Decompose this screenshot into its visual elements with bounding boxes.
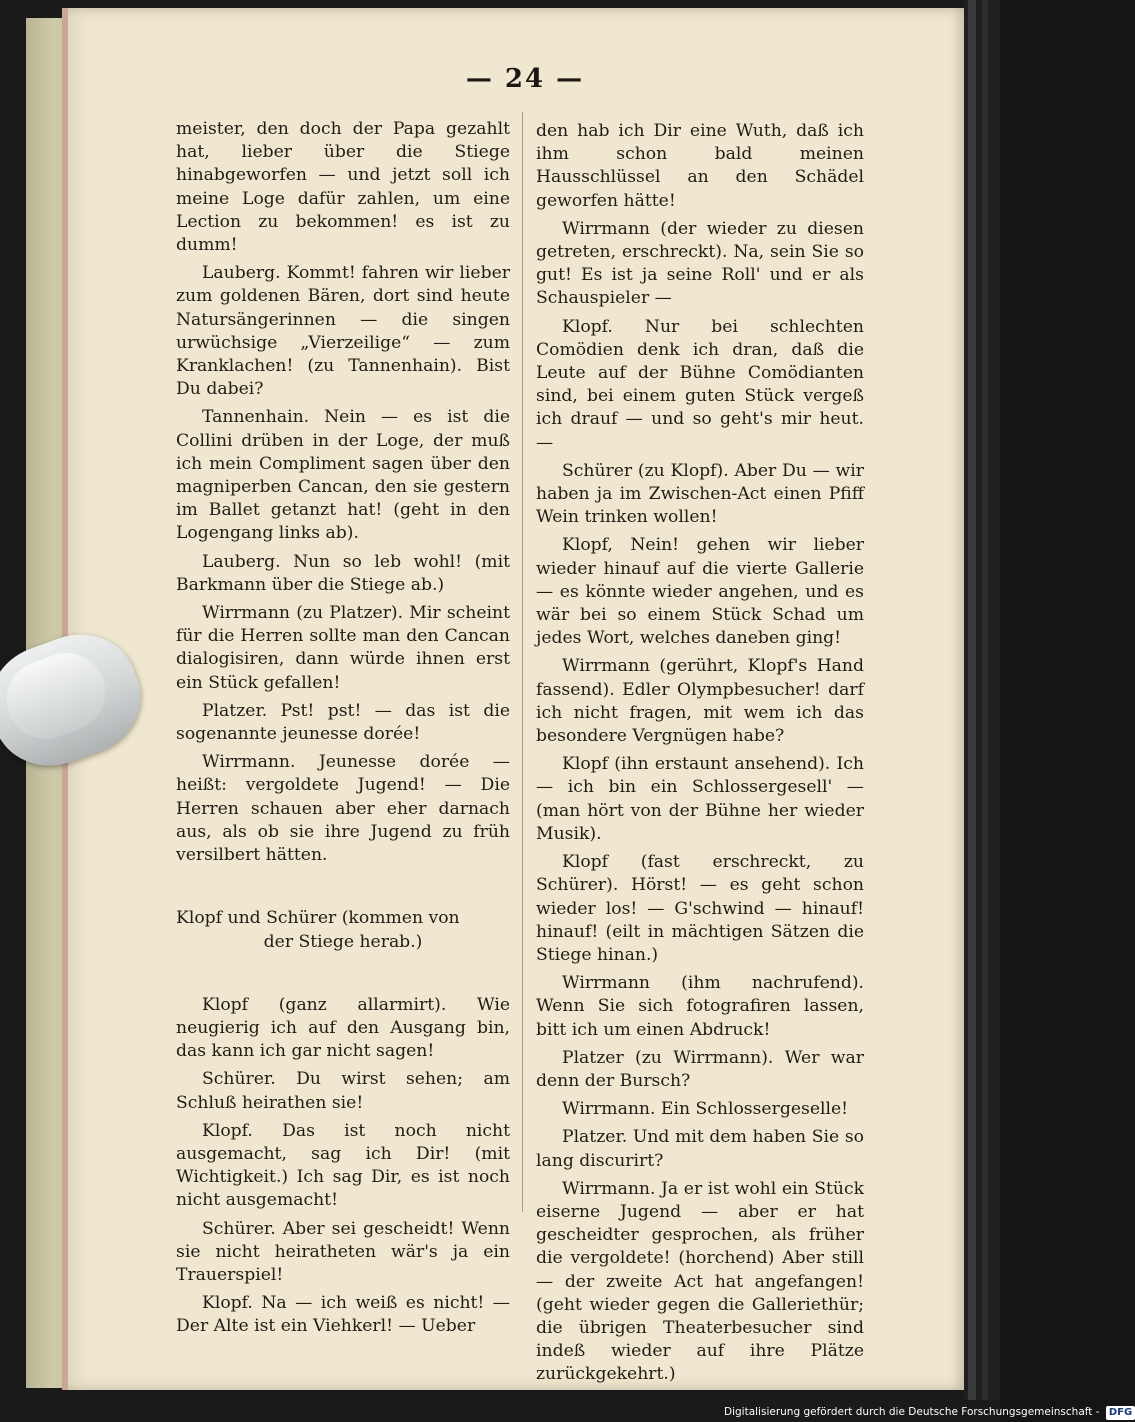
paragraph: Klopf. Das ist noch nicht ausgemacht, sag ich Dir! (mit Wichtigkeit.) Ich sag Dir, es ist noch nicht ausgemacht! [176,1120,510,1211]
dfg-logo-icon: DFG [1106,1406,1135,1420]
paragraph: Wirrmann. Jeunesse dorée — heißt: vergoldete Jugend! — Die Herren schauen aber eher darnach aus, als ob sie ihre Jugend zu früh versilbert hätten. [176,752,510,866]
paragraph: Klopf (ganz allarmirt). Wie neugierig ich auf den Ausgang bin, das kann ich gar nicht sagen! [176,994,510,1062]
paragraph: Wirrmann (ihm nachrufend). Wenn Sie sich fotografiren lassen, bitt ich um einen Abdruck! [536,973,864,1040]
paragraph: Schürer. Aber sei gescheidt! Wenn sie nicht heiratheten wär's ja ein Trauerspiel! [176,1218,510,1285]
column-divider [522,112,523,1212]
paragraph: Schürer. Du wirst sehen; am Schluß heirathen sie! [176,1069,510,1113]
paragraph: Platzer. Und mit dem haben Sie so lang discurirt? [536,1127,864,1171]
paragraph: Klopf. Nur bei schlechten Comödien denk ich dran, daß die Leute auf der Bühne Comödianten sind, bei einem guten Stück vergeß ich drauf — und so geht's mir heut. — [536,316,864,453]
paragraph: Schürer (zu Klopf). Aber Du — wir haben ja im Zwischen-Act einen Pfiff Wein trinken wollen! [536,460,864,528]
paragraph: Tannenhain. Nein — es ist die Collini drüben in der Loge, der muß ich mein Compliment sagen über den magniperben Cancan, den sie gestern im Ballet getanzt hat! (geht in den Logengang links ab). [176,407,510,544]
paragraph: Klopf, Nein! gehen wir lieber wieder hinauf auf die vierte Gallerie — es könnte wieder angehen, und es wär bei so einem Stück Schad um jedes Wort, welches daneben ging! [536,535,864,649]
paragraph: Wirrmann. Ja er ist wohl ein Stück eiserne Jugend — aber er hat gescheidter gesprochen, als früher die vergoldete! (horchend) Aber still — der zweite Act hat angefangen! (geht wieder gegen die Galleriethür; die übrigen Theaterbesucher sind indeß wieder auf ihre Plätze zurückgekehrt.) [536,1178,864,1385]
paragraph: Platzer (zu Wirrmann). Wer war denn der Bursch? [536,1047,864,1091]
stage-heading-line2: der Stiege herab.) [263,931,423,952]
paragraph: Klopf (fast erschreckt, zu Schürer). Hörst! — es geht schon wieder los! — G'schwind — hinauf! hinauf! (eilt in mächtigen Sätzen die Stiege hinan.) [536,852,864,965]
paragraph: den hab ich Dir eine Wuth, daß ich ihm schon bald meinen Hausschlüssel an den Schädel geworfen hätte! [536,121,864,211]
page-number: — 24 — [465,64,585,94]
stage-direction-heading [176,907,510,953]
paragraph: meister, den doch der Papa gezahlt hat, lieber über die Stiege hinabgeworfen — und jetzt soll ich meine Loge dafür zahlen, um eine Lection zu bekommen! es ist zu dumm! [176,119,510,256]
paragraph: Wirrmann (zu Platzer). Mir scheint für die Herren sollte man den Cancan dialogisiren, dann würde ihnen erst ein Stück gefallen! [176,603,510,693]
paragraph: Wirrmann (der wieder zu diesen getreten, erschreckt). Na, sein Sie so gut! Es ist ja seine Roll' und er als Schauspieler — [536,218,864,309]
paragraph: Klopf (ihn erstaunt ansehend). Ich — ich bin ein Schlossergesell' — (man hört von der Bühne her wieder Musik). [536,754,864,844]
paragraph: Platzer. Pst! pst! — das ist die sogenannte jeunesse dorée! [176,700,510,745]
stage-heading-line1: Klopf und Schürer (kommen von [176,908,460,929]
right-column [536,120,864,1392]
paragraph: Wirrmann. Ein Schlossergeselle! [562,1099,849,1120]
left-column [176,118,510,1344]
paragraph: Wirrmann (gerührt, Klopf's Hand fassend). Edler Olympbesucher! darf ich nicht fragen, mit wem ich das besondere Vergnügen habe? [536,656,864,747]
book-spine-shadow [964,0,1000,1400]
paragraph: Lauberg. Kommt! fahren wir lieber zum goldenen Bären, dort sind heute Natursängerinnen — die singen urwüchsige „Vierzeilige“ — zum Kranklachen! (zu Tannenhain). Bist Du dabei? [176,263,510,400]
paragraph: Klopf. Na — ich weiß es nicht! — Der Alte ist ein Viehkerl! — Ueber [176,1293,510,1337]
footer-text: Digitalisierung gefördert durch die Deutsche Forschungsgemeinschaft - [724,1406,1100,1418]
paragraph: Lauberg. Nun so leb wohl! (mit Barkmann über die Stiege ab.) [176,551,510,595]
digitization-footer [724,1403,1133,1422]
